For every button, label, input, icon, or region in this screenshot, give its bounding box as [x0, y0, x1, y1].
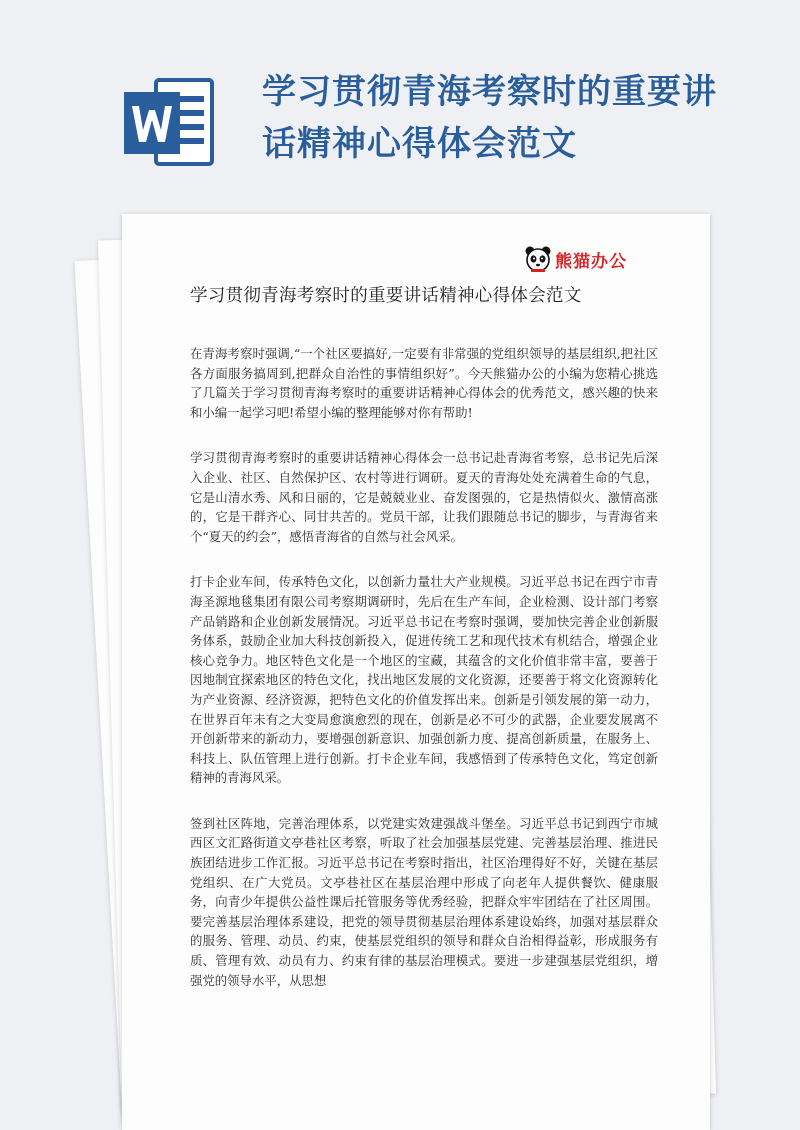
brand-name: 熊猫办公	[555, 251, 627, 272]
panda-icon	[525, 245, 551, 273]
paragraph: 打卡企业车间，传承特色文化，以创新力量壮大产业规模。习近平总书记在西宁市青海圣源地毯集团有限公司考察期调研时，先后在生产车间，企业检测、设计部门考察产品销路和企业创新发展情况。习近平总书记在考察时强调，要加快完善企业创新服务体系，鼓励企业加大科技创新投入，促进传统工艺和现代技术有机结合，增强企业核心竞争力。地区特色文化是一个地区的宝藏，其蕴含的文化价值非常丰富，要善于因地制宜探索地区的特色文化，找出地区发展的文化资源，还要善于将文化资源转化为产业资源、经济资源，把特色文化的价值发挥出来。创新是引领发展的第一动力，在世界百年未有之大变局愈演愈烈的现在，创新是必不可少的武器，企业要发展离不开创新带来的新动力，要增强创新意识、加强创新力度、提高创新质量，在服务上、科技上、队伍管理上进行创新。打卡企业车间，我感悟到了传承特色文化，笃定创新精神的青海风采。	[190, 574, 658, 786]
paragraph: 学习贯彻青海考察时的重要讲话精神心得体会一总书记赴青海省考察，总书记先后深入企业、社区、自然保护区、农村等进行调研。夏天的青海处处充满着生命的气息，它是山清水秀、风和日丽的，它是兢兢业业、奋发图强的，它是热情似火、激情高涨的，它是干群齐心、同甘共苦的。党员干部，让我们跟随总书记的脚步，与青海省来个“夏天的约会”，感悟青海省的自然与社会风采。	[190, 450, 658, 544]
paragraph: 在青海考察时强调,“一个社区要搞好,一定要有非常强的党组织领导的基层组织,把社区各方面服务搞周到,把群众自治性的事情组织好”。今天熊猫办公的小编为您精心挑选了几篇关于学习贯彻青海考察时的重要讲话精神心得体会的优秀范文，感兴趣的快来和小编一起学习吧!希望小编的整理能够对你有帮助!	[190, 346, 658, 420]
header-title: 学习贯彻青海考察时的重要讲话精神心得体会范文	[262, 72, 717, 164]
word-document-icon	[122, 72, 214, 172]
document-title: 学习贯彻青海考察时的重要讲话精神心得体会范文	[190, 286, 582, 306]
paragraph: 签到社区阵地，完善治理体系，以党建实效建强战斗堡垒。习近平总书记到西宁市城西区文汇路街道文亭巷社区考察，听取了社会加强基层党建、完善基层治理、推进民族团结进步工作汇报。习近平总书记在考察时指出，社区治理得好不好，关键在基层党组织、在广大党员。文亭巷社区在基层治理中形成了向老年人提供餐饮、健康服务，向青少年提供公益性课后托管服务等优秀经验，把群众牢牢团结在了社区周围。要完善基层治理体系建设，把党的领导贯彻基层治理体系建设始终，加强对基层群众的服务、管理、动员、约束，使基层党组织的领导和群众自治相得益彰，形成服务有质、管理有效、动员有力、约束有律的基层治理模式。要进一步建强基层党组织，增强党的领导水平，从思想	[190, 815, 658, 988]
document-body	[190, 344, 658, 1016]
brand-logo	[525, 244, 627, 274]
